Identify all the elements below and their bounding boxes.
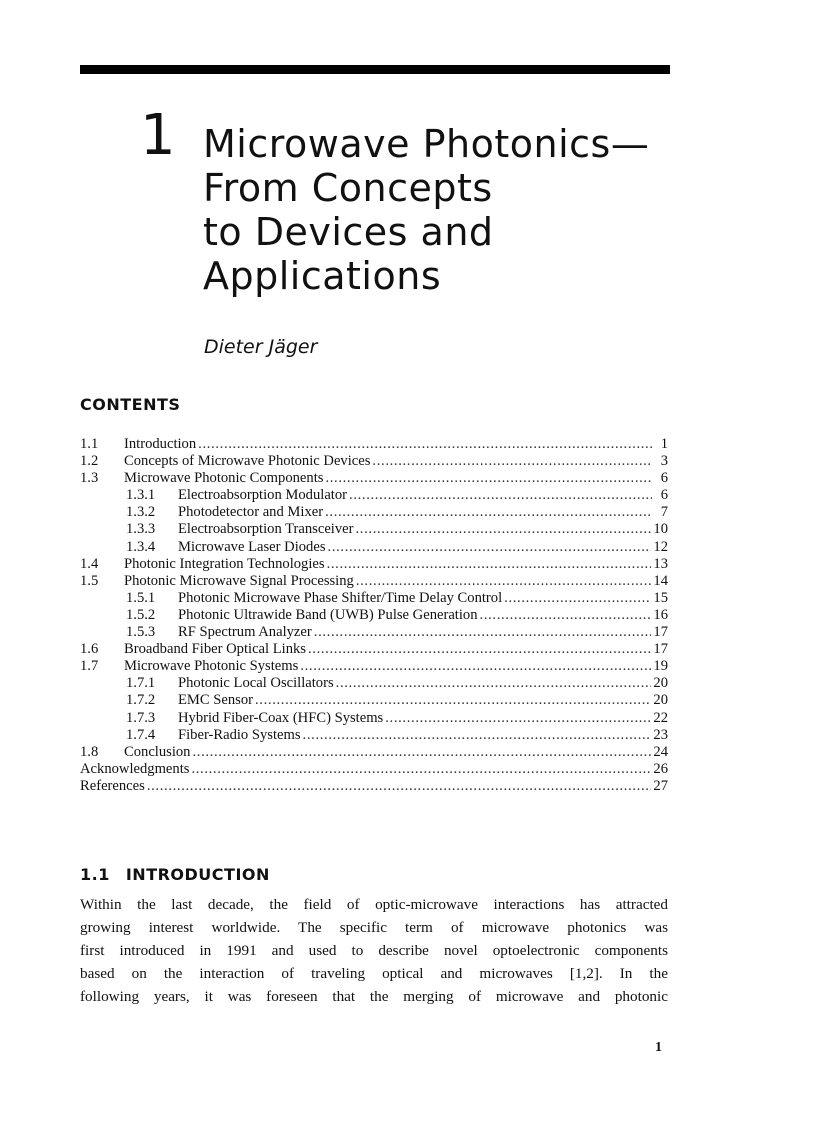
toc-page: 7 xyxy=(660,504,668,521)
toc-number: 1.3.2 xyxy=(126,504,156,521)
toc-number: 1.7.1 xyxy=(126,675,156,692)
toc-entry[interactable] xyxy=(80,658,668,675)
toc-number: 1.5 xyxy=(80,572,99,589)
toc-page: 12 xyxy=(653,538,668,555)
toc-label: Electroabsorption Modulator xyxy=(178,487,348,504)
section-heading xyxy=(80,865,270,884)
page-number: 1 xyxy=(655,1040,662,1055)
toc-label: RF Spectrum Analyzer xyxy=(178,624,312,641)
table-of-contents xyxy=(80,436,668,795)
toc-leader xyxy=(504,590,651,607)
toc-page: 20 xyxy=(653,692,668,709)
toc-page: 19 xyxy=(653,658,668,675)
section-title: INTRODUCTION xyxy=(125,865,270,884)
chapter-number: 1 xyxy=(140,103,176,168)
toc-number: 1.5.1 xyxy=(126,589,156,606)
toc-number: 1.5.2 xyxy=(126,606,156,623)
toc-entry[interactable] xyxy=(80,487,668,504)
toc-number: 1.3.1 xyxy=(126,487,156,504)
toc-number: 1.2 xyxy=(80,453,99,470)
chapter-title-line: to Devices and xyxy=(203,210,494,254)
toc-leader xyxy=(356,573,652,590)
toc-label: Photodetector and Mixer xyxy=(178,504,324,521)
chapter-title-line: From Concepts xyxy=(203,166,493,210)
toc-page: 3 xyxy=(660,453,668,470)
toc-label: References xyxy=(80,777,145,794)
toc-entry[interactable] xyxy=(80,539,668,556)
toc-page: 17 xyxy=(653,641,668,658)
toc-page: 24 xyxy=(653,743,668,760)
toc-entry[interactable] xyxy=(80,436,668,453)
toc-label: Photonic Microwave Phase Shifter/Time Delay Control xyxy=(178,589,503,606)
toc-number: 1.7 xyxy=(80,658,99,675)
toc-leader xyxy=(147,778,652,795)
toc-label: Fiber-Radio Systems xyxy=(178,726,301,743)
toc-leader xyxy=(327,556,652,573)
toc-page: 13 xyxy=(653,555,668,572)
toc-leader xyxy=(480,607,652,624)
toc-leader xyxy=(328,539,652,556)
toc-page: 10 xyxy=(653,521,668,538)
toc-entry[interactable] xyxy=(80,470,668,487)
toc-page: 20 xyxy=(653,675,668,692)
toc-label: Hybrid Fiber-Coax (HFC) Systems xyxy=(178,709,384,726)
toc-number: 1.6 xyxy=(80,641,99,658)
toc-entry[interactable] xyxy=(80,744,668,761)
toc-leader xyxy=(198,436,652,453)
toc-page: 27 xyxy=(653,777,668,794)
toc-number: 1.3 xyxy=(80,470,99,487)
toc-leader xyxy=(372,453,652,470)
toc-page: 6 xyxy=(660,487,668,504)
toc-label: Electroabsorption Transceiver xyxy=(178,521,354,538)
toc-entry[interactable] xyxy=(80,761,668,778)
chapter-title xyxy=(203,122,649,298)
toc-entry[interactable] xyxy=(80,521,668,538)
toc-leader xyxy=(349,487,652,504)
chapter-title-line: Microwave Photonics— xyxy=(203,122,650,166)
toc-label: Microwave Laser Diodes xyxy=(178,538,326,555)
paragraph-line: growing interest worldwide. The specific term of microwave photonics was xyxy=(80,919,668,936)
toc-leader xyxy=(325,504,652,521)
toc-entry[interactable] xyxy=(80,641,668,658)
toc-entry[interactable] xyxy=(80,607,668,624)
paragraph-line: based on the interaction of traveling optical and microwaves [1,2]. In the xyxy=(80,965,668,982)
toc-page: 15 xyxy=(653,589,668,606)
toc-page: 16 xyxy=(653,606,668,623)
toc-label: Photonic Ultrawide Band (UWB) Pulse Generation xyxy=(178,606,478,623)
toc-number: 1.5.3 xyxy=(126,624,156,641)
toc-entry[interactable] xyxy=(80,692,668,709)
toc-entry[interactable] xyxy=(80,573,668,590)
toc-label: Photonic Local Oscillators xyxy=(178,675,334,692)
toc-label: Introduction xyxy=(124,436,197,452)
author-name: Dieter Jäger xyxy=(204,336,318,358)
toc-number: 1.4 xyxy=(80,555,99,572)
top-rule xyxy=(80,65,670,74)
toc-leader xyxy=(308,641,651,658)
toc-entry[interactable] xyxy=(80,675,668,692)
toc-label: Microwave Photonic Systems xyxy=(124,658,299,675)
toc-page: 22 xyxy=(653,709,668,726)
toc-label: Acknowledgments xyxy=(80,760,190,777)
toc-label: Microwave Photonic Components xyxy=(124,470,324,487)
toc-label: EMC Sensor xyxy=(178,692,253,709)
intro-paragraph xyxy=(80,893,668,1008)
toc-page: 23 xyxy=(653,726,668,743)
toc-entry[interactable] xyxy=(80,453,668,470)
toc-label: Concepts of Microwave Photonic Devices xyxy=(124,453,371,470)
contents-heading: CONTENTS xyxy=(80,395,181,414)
paragraph-line: Within the last decade, the field of optic-microwave interactions has attracted xyxy=(80,896,668,913)
toc-leader xyxy=(303,727,652,744)
toc-label: Broadband Fiber Optical Links xyxy=(124,641,306,658)
toc-label: Photonic Microwave Signal Processing xyxy=(124,572,354,589)
toc-number: 1.7.4 xyxy=(126,726,156,743)
toc-leader xyxy=(300,658,651,675)
toc-entry[interactable] xyxy=(80,590,668,607)
toc-leader xyxy=(356,521,652,538)
toc-leader xyxy=(336,675,652,692)
paragraph-line: first introduced in 1991 and used to describe novel optoelectronic components xyxy=(80,942,668,959)
toc-leader xyxy=(385,710,651,727)
toc-leader xyxy=(192,744,651,761)
toc-entry[interactable] xyxy=(80,556,668,573)
toc-number: 1.3.3 xyxy=(126,521,156,538)
toc-page: 26 xyxy=(653,760,668,777)
toc-number: 1.3.4 xyxy=(126,538,156,555)
toc-number: 1.8 xyxy=(80,743,99,760)
toc-page: 14 xyxy=(653,572,668,589)
chapter-title-line: Applications xyxy=(203,254,442,298)
section-number: 1.1 xyxy=(80,865,110,884)
toc-number: 1.1 xyxy=(80,436,99,452)
toc-number: 1.7.2 xyxy=(126,692,156,709)
toc-label: Conclusion xyxy=(124,743,191,760)
toc-leader xyxy=(325,470,652,487)
toc-leader xyxy=(314,624,652,641)
toc-entry[interactable] xyxy=(80,624,668,641)
toc-number: 1.7.3 xyxy=(126,709,156,726)
toc-leader xyxy=(191,761,651,778)
toc-entry[interactable] xyxy=(80,710,668,727)
toc-entry[interactable] xyxy=(80,727,668,744)
toc-page: 1 xyxy=(660,436,668,452)
toc-page: 17 xyxy=(653,624,668,641)
paragraph-line: following years, it was foreseen that the merging of microwave and photonic xyxy=(80,988,668,1005)
toc-entry[interactable] xyxy=(80,778,668,795)
toc-label: Photonic Integration Technologies xyxy=(124,555,325,572)
toc-leader xyxy=(255,692,651,709)
toc-entry[interactable] xyxy=(80,504,668,521)
toc-page: 6 xyxy=(660,470,668,487)
